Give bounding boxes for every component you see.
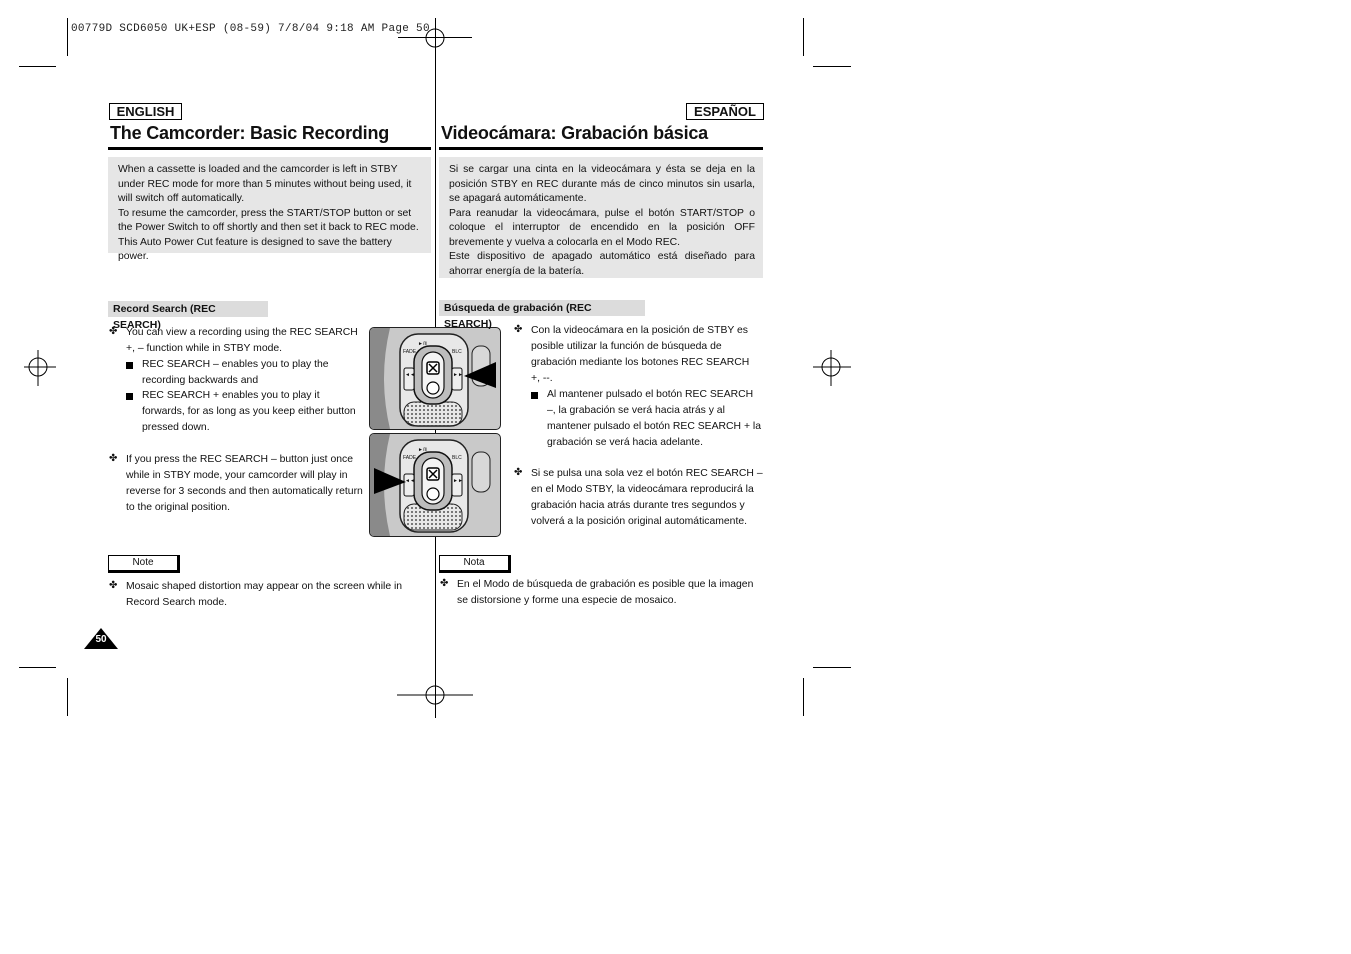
spanish-info-line: Para reanudar la videocámara, pulse el botón START/STOP o coloque el interruptor de encendido en la posición OFF brevemente y vuelva a colocarla en el Modo REC. xyxy=(449,207,755,248)
english-info-line: This Auto Power Cut feature is designed to save the battery power. xyxy=(118,236,392,262)
english-note-text: Mosaic shaped distortion may appear on the screen while in Record Search mode. xyxy=(126,581,403,608)
cross-bullet-icon: ✤ xyxy=(109,580,118,591)
english-info-box xyxy=(108,157,431,262)
fade-label: FADE xyxy=(403,349,417,355)
english-title-rule xyxy=(108,147,431,150)
spanish-info-box xyxy=(439,157,763,278)
camcorder-illustration-top xyxy=(369,327,501,430)
cross-bullet-icon: ✤ xyxy=(514,467,523,478)
registration-mark-top xyxy=(397,18,473,58)
english-section-title: Record Search (REC SEARCH) xyxy=(108,301,268,317)
english-item-1: You can view a recording using the REC SEARCH +, – function while in STBY mode. xyxy=(126,327,358,354)
rewind-label: ◄◄ xyxy=(405,478,415,484)
print-header: 00779D SCD6050 UK+ESP (08-59) 7/8/04 9:18 AM Page 50 xyxy=(71,23,430,35)
spanish-tag: ESPAÑOL xyxy=(686,103,764,120)
cross-bullet-icon: ✤ xyxy=(109,326,118,337)
spanish-sub-1: Al mantener pulsado el botón REC SEARCH –, la grabación se verá hacia atrás y al mantener pulsado el botón REC SEARCH + la grabación se verá hacia adelante. xyxy=(547,389,761,448)
english-tag: ENGLISH xyxy=(109,103,182,120)
registration-mark-left xyxy=(24,350,56,386)
english-title: The Camcorder: Basic Recording xyxy=(110,123,390,143)
english-sub-2: REC SEARCH + enables you to play it forwards, for as long as you keep either button pressed down. xyxy=(142,390,356,433)
fast-forward-label: ►► xyxy=(453,478,463,484)
spanish-title: Videocámara: Grabación básica xyxy=(441,123,708,143)
english-info-line: When a cassette is loaded and the camcorder is left in STBY under REC mode for more than 5 minutes without being used, it will switch off automatically. xyxy=(118,164,412,204)
square-bullet-icon xyxy=(531,392,538,399)
cross-bullet-icon: ✤ xyxy=(109,453,118,464)
cross-bullet-icon: ✤ xyxy=(440,578,449,589)
fast-forward-label: ►► xyxy=(453,372,463,378)
cross-bullet-icon: ✤ xyxy=(514,324,523,335)
rewind-label: ◄◄ xyxy=(405,372,415,378)
spanish-item-2: Si se pulsa una sola vez el botón REC SEARCH – en el Modo STBY, la videocámara reproducirá la grabación hacia atrás durante tres segundos y volverá a la posición original automáticamente. xyxy=(531,468,763,527)
camcorder-illustration-bottom xyxy=(369,433,501,537)
spanish-item-1: Con la videocámara en la posición de STBY es posible utilizar la función de búsqueda de grabación mediante los botones REC SEARCH +, --. xyxy=(531,325,750,384)
blc-label: BLC xyxy=(452,455,462,461)
registration-mark-bottom xyxy=(397,678,473,714)
registration-mark-right xyxy=(813,350,851,386)
spanish-title-rule xyxy=(439,147,763,150)
fade-label: FADE xyxy=(403,455,417,461)
english-sub-1: REC SEARCH – enables you to play the recording backwards and xyxy=(142,359,329,386)
square-bullet-icon xyxy=(126,362,133,369)
spanish-note-label: Nota xyxy=(439,555,511,573)
page-number: 50 xyxy=(95,634,107,645)
english-note-label: Note xyxy=(108,555,180,573)
play-pause-label: ►/Ⅱ xyxy=(418,447,427,453)
english-item-2: If you press the REC SEARCH – button just once while in STBY mode, your camcorder will play in reverse for 3 seconds and then automatically return to the original position. xyxy=(126,454,363,513)
blc-label: BLC xyxy=(452,349,462,355)
spanish-note-text: En el Modo de búsqueda de grabación es posible que la imagen se distorsione y forme una especie de mosaico. xyxy=(457,579,754,606)
square-bullet-icon xyxy=(126,393,133,400)
play-pause-label: ►/Ⅱ xyxy=(418,341,427,347)
spanish-section-title: Búsqueda de grabación (REC SEARCH) xyxy=(439,300,645,316)
spanish-info-line: Este dispositivo de apagado automático está diseñado para ahorrar energía de la batería. xyxy=(449,251,755,277)
english-info-line: To resume the camcorder, press the START/STOP button or set the Power Switch to off shortly and then set it back to REC mode. xyxy=(118,207,419,233)
spanish-info-line: Si se cargar una cinta en la videocámara y ésta se deja en la posición STBY en REC durante más de cinco minutos sin usarla, se apagará automáticamente. xyxy=(449,164,755,204)
